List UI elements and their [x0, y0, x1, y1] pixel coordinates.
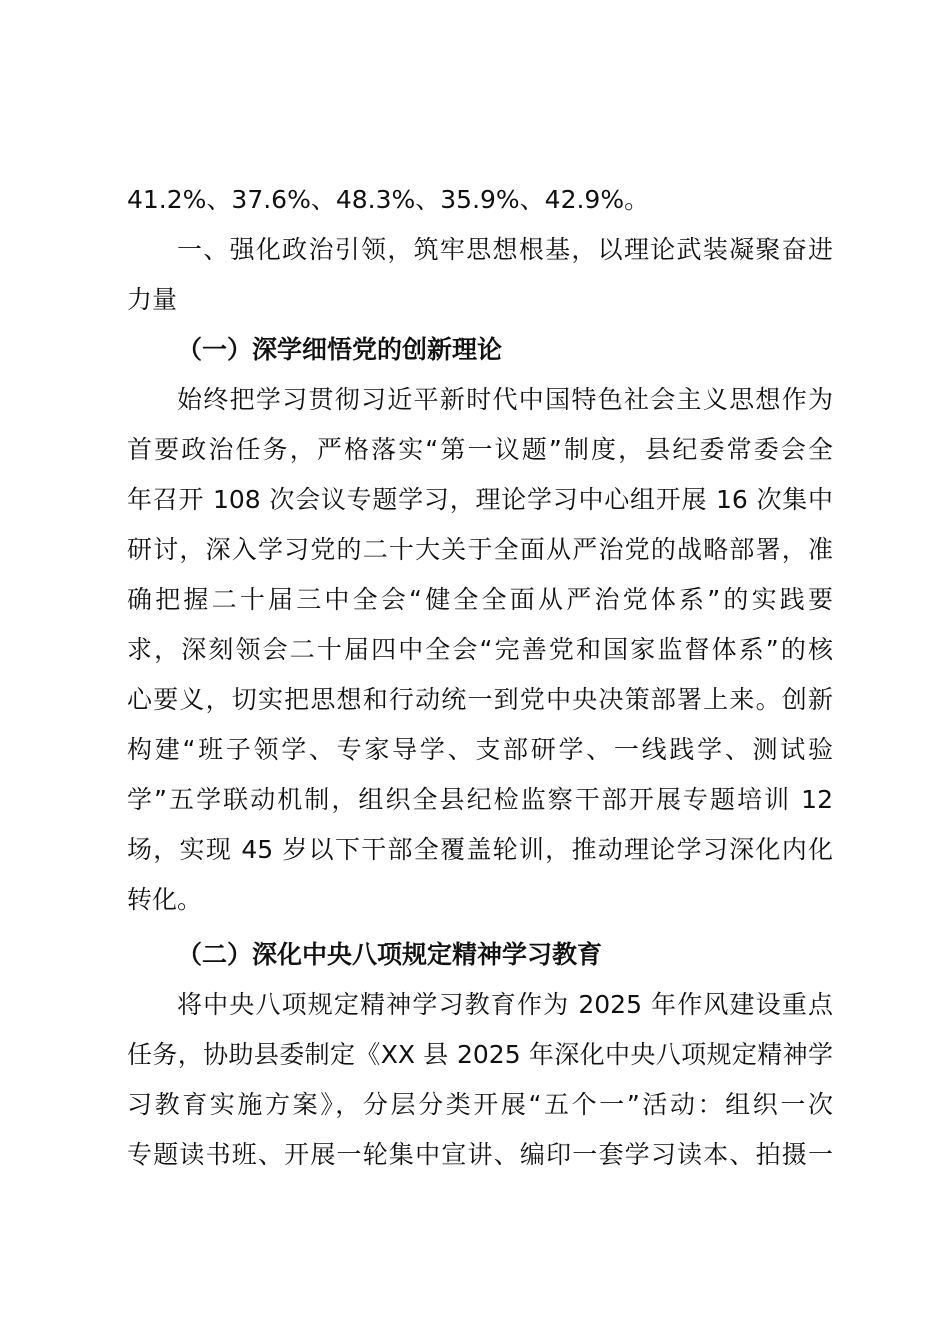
subsection-heading-1: （一）深学细悟党的创新理论: [177, 335, 503, 364]
paragraph-line: 专题读书班、开展一轮集中宣讲、编印一套学习读本、拍摄一: [127, 1140, 833, 1169]
paragraph-line: 首要政治任务，严格落实“第一议题”制度，县纪委常委会全: [127, 435, 833, 464]
paragraph-line: 构建“班子领学、专家导学、支部研学、一线践学、测试验: [127, 735, 833, 764]
paragraph-line: 年召开 108 次会议专题学习，理论学习中心组开展 16 次集中: [127, 485, 833, 514]
document-body-top: [127, 175, 833, 925]
paragraph-line: 始终把学习贯彻习近平新时代中国特色社会主义思想作为: [177, 385, 833, 414]
paragraph-line: 转化。: [127, 885, 203, 914]
document-body-bottom: [127, 930, 833, 1180]
paragraph-line: 学”五学联动机制，组织全县纪检监察干部开展专题培训 12: [127, 785, 833, 814]
section-heading-line: 一、强化政治引领，筑牢思想根基，以理论武装凝聚奋进: [177, 235, 833, 264]
section-heading-line: 力量: [127, 285, 178, 314]
paragraph-line: 将中央八项规定精神学习教育作为 2025 年作风建设重点: [177, 990, 833, 1019]
paragraph-line: 习教育实施方案》，分层分类开展“五个一”活动：组织一次: [127, 1090, 833, 1119]
subsection-heading-2: （二）深化中央八项规定精神学习教育: [177, 940, 603, 969]
paragraph-line: 任务，协助县委制定《XX 县 2025 年深化中央八项规定精神学: [127, 1040, 833, 1069]
paragraph-line: 求，深刻领会二十届四中全会“完善党和国家监督体系”的核: [127, 635, 833, 664]
paragraph-line: 场，实现 45 岁以下干部全覆盖轮训，推动理论学习深化内化: [127, 835, 833, 864]
paragraph-line: 研讨，深入学习党的二十大关于全面从严治党的战略部署，准: [127, 535, 833, 564]
paragraph-line: 确把握二十届三中全会“健全全面从严治党体系”的实践要: [127, 585, 833, 614]
continuation-line: 41.2%、37.6%、48.3%、35.9%、42.9%。: [127, 185, 650, 214]
paragraph-line: 心要义，切实把思想和行动统一到党中央决策部署上来。创新: [127, 685, 833, 714]
